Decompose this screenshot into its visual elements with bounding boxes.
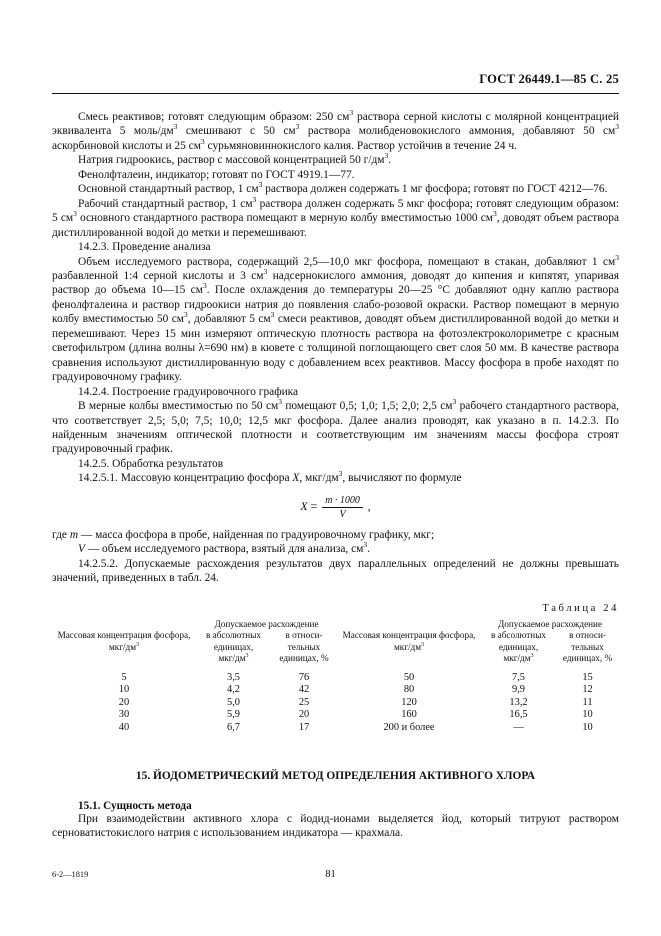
superscript: 3 — [200, 137, 205, 147]
heading-14-2-4: 14.2.4. Построение градуировочного графика — [78, 385, 299, 398]
paragraph-calibration-curve: В мерные колбы вместимостью по 50 $см^3$ помещают 0,5; 1,0; 1,5; 2,0; 2,5 $см^3$ рабочего стандартного раствора, что соответствует 2,5; 5,0; 7,5; 10,0; 12,5 мкг фосфора. Далее анализ проводят, как указано в п. 14.2.3. По найденным значениям оптической плотности и соответствующим им значениям массы фосфора строят градуировочный график. — [52, 397, 620, 456]
header-concentration-right — [337, 619, 481, 665]
superscript: 3 — [252, 194, 257, 204]
deviation-table — [52, 619, 619, 739]
header-relative-left: в относи- тельных единицах, % — [279, 630, 329, 664]
document-body — [52, 110, 619, 840]
paragraph-analysis-procedure: Объем исследуемого раствора, содержащий 2,5—10,0 мкг фосфора, помещают в стакан, добавляют 1 $см^3$ разбавленной 1:4 серной кислоты и 3 $см^3$ надсернокислого аммония, доводят до кипения и кипятят, упаривая раствор до объема 10—15 $см^3$. После охлаждения до температуры 20—25 °С добавляют одну каплю раствора фенолфталеина и раствор гидроокиси натрия до появления слабо-розовой окраски. Раствор помещают в мерную колбу вместимостью 50 $см^3$, добавляют 5 $см^3$ смеси реактивов, доводят объем дистиллированной водой до метки и перемешивают. Через 15 мин измеряют оптическую плотность раствора на фотоэлектроколориметре с красным светофильтром (длина волны λ=690 нм) в кювете с толщиной поглощающего свет слоя 50 мм. В качестве раствора сравнения используют дистиллированную воду с добавлением всех реактивов. Массу фосфора в пробе находят по градуировочному графику. — [52, 252, 619, 384]
paragraph-14-2-5-2: 14.2.5.2. Допускаемые расхождения результатов двух параллельных определений не должны превышать значений, приведенных в табл. 24. — [52, 557, 619, 585]
table-row — [52, 722, 619, 739]
superscript: 3 — [615, 252, 619, 262]
superscript: 3 — [263, 267, 268, 277]
header-relative-right: в относи- тельных единицах, % — [562, 630, 613, 664]
header-absolute-right: в абсолютных единицах, мкг/$дм^3$ — [491, 630, 546, 664]
table-row — [52, 697, 619, 710]
cell-rel: 12 — [582, 684, 593, 696]
table-row — [52, 668, 619, 685]
cell-abs: 4,2 — [227, 684, 240, 696]
paragraph-15-1-body: При взаимодействии активного хлора с йодид-ионами выделяется йод, который титруют раствором серноватистокислого натрия с использованием индикатора — крахмала. — [52, 812, 619, 840]
paragraph-sodium-hydroxide: Натрия гидроокись, раствор с массовой концентрацией 50 $г/дм^3$. — [78, 151, 392, 167]
cell-conc: 160 — [401, 709, 417, 721]
subsection-title-15-1: 15.1. Сущность метода — [78, 799, 192, 812]
footer-signature: 6-2—1819 — [52, 870, 89, 879]
formula-block — [52, 495, 619, 520]
superscript: 3 — [183, 310, 188, 320]
paragraph-variable-v: V — объем исследуемого раствора, взятый для анализа, $см^3$. — [78, 540, 371, 556]
cell-abs: 6,7 — [227, 721, 240, 733]
variable-x: X — [292, 472, 300, 485]
table-body — [52, 665, 619, 739]
page-header: ГОСТ 26449.1—85 С. 25 — [479, 72, 619, 86]
superscript: 3 — [258, 180, 263, 190]
cell-rel: 76 — [298, 671, 310, 683]
superscript: 3 — [363, 540, 368, 550]
header-concentration-left — [52, 619, 196, 665]
superscript: 3 — [202, 281, 207, 291]
cell-conc: 5 — [121, 671, 127, 683]
cell-abs: — — [513, 721, 524, 733]
cell-rel: 20 — [298, 709, 310, 721]
superscript: 3 — [615, 122, 619, 132]
cell-rel: 11 — [582, 696, 593, 708]
cell-conc: 200 и более — [383, 721, 435, 733]
cell-conc: 20 — [118, 696, 130, 708]
superscript: 3 — [530, 653, 534, 660]
paragraph-main-standard-solution: Основной стандартный раствор, 1 $см^3$ раствора должен содержать 1 мг фосфора; готовят по ГОСТ 4212—76. — [78, 180, 608, 196]
superscript: 3 — [349, 108, 354, 118]
cell-abs: 3,5 — [227, 671, 240, 683]
superscript: 3 — [270, 310, 275, 320]
cell-rel: 10 — [582, 721, 593, 733]
formula-equals: = — [310, 498, 318, 513]
header-concentration-right-text: Массовая концентрация фосфора, мкг/дм — [342, 630, 476, 652]
formula-numerator: m · 1000 — [322, 495, 363, 508]
superscript: 3 — [421, 641, 425, 648]
header-absolute-left: в абсолютных единицах, мкг/$дм^3$ — [206, 630, 261, 664]
superscript: 3 — [136, 641, 140, 648]
variable-m-description: — масса фосфора в пробе, найденная по градуировочному графику, мкг; — [78, 528, 435, 541]
cell-conc: 30 — [118, 709, 130, 721]
paragraph-phenolphthalein: Фенолфталеин, индикатор; готовят по ГОСТ 4919.1—77. — [78, 168, 355, 181]
superscript: 3 — [173, 122, 178, 132]
formula-comma: , — [367, 500, 371, 513]
paragraph-variable-m — [52, 528, 619, 542]
heading-14-2-5: 14.2.5. Обработка результатов — [78, 457, 224, 470]
cell-abs: 13,2 — [509, 696, 528, 708]
paragraph-formula-intro: 14.2.5.1. Массовую концентрацию фосфора X, мкг/$дм^3$, вычисляют по формуле — [78, 469, 462, 485]
paragraph-working-standard-solution: Рабочий стандартный раствор, 1 $см^3$ раствора должен содержать 5 мкг фосфора; готовят следующим образом: 5 $см^3$ основного стандартного раствора помещают в мерную колбу вместимостью 1000 $см^3$, доводят объем раствора дистиллированной водой до метки и перемешивают. — [52, 194, 620, 239]
superscript: 3 — [278, 397, 282, 407]
cell-abs: 7,5 — [512, 671, 526, 683]
table-caption: Таблица 24 — [542, 602, 619, 614]
formula-fraction — [322, 495, 363, 520]
superscript: 3 — [384, 151, 389, 161]
cell-abs: 5,9 — [227, 709, 240, 721]
variable-m: m — [69, 528, 79, 541]
cell-rel: 15 — [582, 671, 593, 683]
cell-conc: 80 — [403, 684, 415, 696]
table-header-row-group — [52, 619, 619, 631]
section-title-15: 15. ЙОДОМЕТРИЧЕСКИЙ МЕТОД ОПРЕДЕЛЕНИЯ АКТИВНОГО ХЛОРА — [135, 769, 536, 782]
superscript: 3 — [73, 209, 77, 219]
cell-rel: 42 — [298, 684, 310, 696]
variable-v: V — [78, 543, 85, 556]
table-head — [52, 619, 619, 665]
superscript: 3 — [452, 397, 457, 407]
cell-abs: 5,0 — [227, 696, 240, 708]
cell-abs: 16,5 — [509, 709, 528, 721]
cell-conc: 10 — [118, 684, 130, 696]
cell-rel: 17 — [298, 721, 310, 733]
header-deviation-group-right: Допускаемое расхождение — [497, 618, 603, 629]
table-row — [52, 709, 619, 722]
table-row — [52, 684, 619, 697]
formula-denominator: V — [339, 508, 346, 520]
heading-14-2-3: 14.2.3. Проведение анализа — [78, 241, 211, 254]
paragraph-reagent-mixture: Смесь реактивов; готовят следующим образом: 250 $см^3$ раствора серной кислоты с молярной концентрацией эквивалента 5 моль/$дм^3$ смешивают с 50 $см^3$ раствора молибденовокислого аммония, добавляют 50 $см^3$ аскорбиновой кислоты и 25 $см^3$ сурьмяновиннокислого калия. Раствор устойчив в течение 24 ч. — [52, 108, 620, 152]
where-label: где — [52, 528, 70, 541]
superscript: 3 — [295, 122, 300, 132]
header-deviation-group-left: Допускаемое расхождение — [214, 618, 319, 629]
cell-conc: 40 — [118, 721, 130, 733]
cell-conc: 120 — [401, 696, 417, 708]
superscript: 3 — [492, 209, 497, 219]
superscript: 3 — [338, 469, 343, 479]
cell-rel: 25 — [298, 696, 310, 708]
formula-variable: X — [300, 498, 308, 513]
cell-abs: 9,9 — [512, 684, 526, 696]
superscript: 3 — [245, 653, 249, 660]
cell-rel: 10 — [582, 709, 593, 721]
header-concentration-left-text: Массовая концентрация фосфора, мкг/дм — [57, 630, 191, 652]
footer-page-number: 81 — [325, 869, 336, 880]
header-rule — [52, 93, 619, 94]
cell-conc: 50 — [403, 671, 415, 683]
